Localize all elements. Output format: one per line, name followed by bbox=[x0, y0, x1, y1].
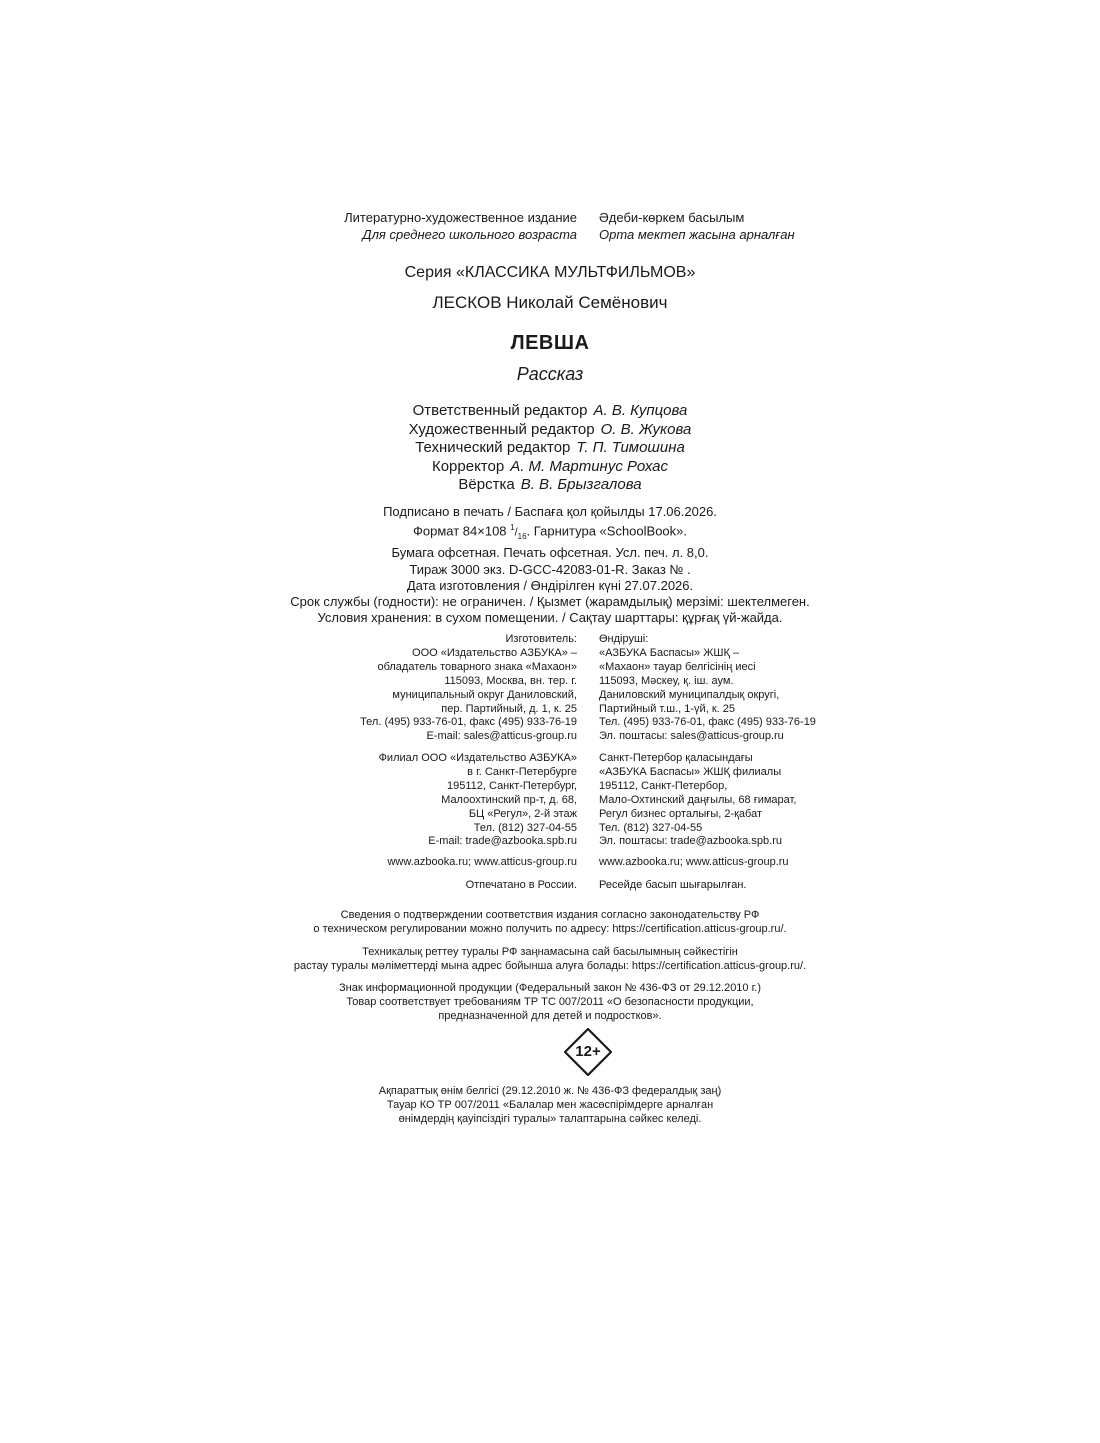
book-title: ЛЕВША bbox=[510, 332, 590, 354]
format-prefix: Формат 84×108 bbox=[413, 523, 511, 539]
credit-line bbox=[0, 476, 1100, 495]
websites-ru: www.azbooka.ru; www.atticus-group.ru bbox=[387, 856, 577, 868]
paper-line: Бумага офсетная. Печать офсетная. Усл. печ. л. 8,0. bbox=[391, 545, 709, 561]
age-rating-badge: 12+ bbox=[575, 1043, 601, 1060]
print-run-line: Тираж 3000 экз. D-GCC-42083-01-R. Заказ № . bbox=[409, 561, 691, 577]
credit-role: Технический редактор bbox=[415, 439, 571, 457]
printed-in-ru: Отпечатано в России. bbox=[465, 879, 577, 891]
credit-role: Корректор bbox=[431, 457, 505, 475]
branch-kz-line: Тел. (812) 327-04-55 bbox=[599, 821, 703, 834]
websites-block bbox=[0, 856, 1100, 870]
age-group-ru: Для среднего школьного возраста bbox=[362, 227, 577, 242]
series-name: Серия «КЛАССИКА МУЛЬТФИЛЬМОВ» bbox=[404, 264, 696, 281]
manufacturer-kz-line: Партийный т.ш., 1-үй, к. 25 bbox=[599, 702, 735, 715]
certification-kz-line: Техникалық реттеу туралы РФ заңнамасына сай басылымның сәйкестігін bbox=[362, 946, 738, 958]
certification-ru-line: Сведения о подтверждении соответствия издания согласно законодательству РФ bbox=[340, 909, 760, 921]
format-denominator: 16 bbox=[517, 532, 527, 542]
age-group-kz: Орта мектеп жасына арналған bbox=[599, 227, 795, 242]
manufacturer-ru-line: Изготовитель: bbox=[505, 633, 577, 645]
branch-kz-line: Эл. поштасы: trade@azbooka.spb.ru bbox=[599, 835, 782, 848]
branch-ru-line: Филиал ООО «Издательство АЗБУКА» bbox=[378, 752, 577, 764]
printed-in-block bbox=[0, 879, 1100, 893]
print-info-block bbox=[0, 504, 1100, 626]
format-slash: / bbox=[514, 526, 518, 539]
law-kz-line: Тауар КО ТР 007/2011 «Балалар мен жасөспірімдерге арналған bbox=[386, 1098, 714, 1111]
manufacturer-kz-line: Эл. поштасы: sales@atticus-group.ru bbox=[599, 730, 784, 743]
branch-ru-line: Тел. (812) 327-04-55 bbox=[473, 821, 577, 834]
manufacturer-ru bbox=[0, 633, 577, 744]
law-ru-line: Товар соответствует требованиям ТР ТС 007/2011 «О безопасности продукции, bbox=[346, 995, 754, 1008]
manufacturer-ru-line: E-mail: sales@atticus-group.ru bbox=[426, 730, 577, 743]
format-line bbox=[0, 520, 1100, 545]
certification-ru bbox=[0, 909, 1100, 937]
manufacturer-ru-line: муниципальный округ Даниловский, bbox=[392, 688, 577, 701]
manufacturer-block bbox=[0, 633, 1100, 744]
law-ru-line: предназначенной для детей и подростков». bbox=[438, 1009, 662, 1022]
branch-ru-line: БЦ «Регул», 2-й этаж bbox=[468, 807, 577, 820]
credits-block bbox=[0, 402, 1100, 495]
edition-type-block bbox=[0, 209, 1100, 243]
credit-role: Художественный редактор bbox=[408, 420, 595, 438]
shelf-life-line: Срок службы (годности): не ограничен. / Қызмет (жарамдылық) мерзімі: шектелмеген. bbox=[290, 593, 810, 609]
manufacturer-ru-line: ООО «Издательство АЗБУКА» – bbox=[412, 646, 577, 659]
branch-ru bbox=[0, 752, 577, 849]
credit-role: Вёрстка bbox=[458, 476, 515, 494]
branch-ru-line: Малоохтинский пр-т, д. 68, bbox=[441, 793, 577, 806]
manufacturer-ru-line: 115093, Москва, вн. тер. г. bbox=[444, 674, 577, 687]
manufacturer-kz-line: Даниловский муниципалдық округі, bbox=[599, 688, 780, 701]
format-numerator: 1 bbox=[510, 523, 515, 533]
law-ru-line: Знак информационной продукции (Федеральный закон № 436-ФЗ от 29.12.2010 г.) bbox=[338, 982, 761, 994]
branch-kz bbox=[599, 752, 796, 849]
manufacturer-ru-line: обладатель товарного знака «Махаон» bbox=[377, 660, 577, 673]
branch-block bbox=[0, 752, 1100, 849]
storage-line: Условия хранения: в сухом помещении. / Сақтау шарттары: құрғақ үй-жайда. bbox=[317, 610, 783, 626]
websites-kz: www.azbooka.ru; www.atticus-group.ru bbox=[599, 856, 789, 868]
signed-line: Подписано в печать / Баспаға қол қойылды 17.06.2026. bbox=[383, 504, 717, 519]
manufacturer-kz-line: Өндіруші: bbox=[599, 633, 649, 645]
branch-ru-line: 195112, Санкт-Петербург, bbox=[447, 779, 577, 792]
manufacturer-kz bbox=[599, 633, 816, 744]
law-kz-line: Ақпараттық өнім белгісі (29.12.2010 ж. № 436-ФЗ федералдық заң) bbox=[378, 1085, 722, 1097]
credit-line bbox=[0, 421, 1100, 440]
manufacturer-ru-line: Тел. (495) 933-76-01, факс (495) 933-76-19 bbox=[360, 716, 577, 729]
certification-kz bbox=[0, 946, 1100, 974]
credit-line bbox=[0, 402, 1100, 421]
manufacturer-kz-line: 115093, Мәскеу, қ. іш. аум. bbox=[599, 674, 734, 687]
format-suffix: . Гарнитура «SchoolBook». bbox=[526, 523, 687, 539]
credit-person: А. М. Мартинус Рохас bbox=[510, 457, 669, 475]
edition-type-kz: Әдеби-көркем басылым bbox=[599, 210, 745, 225]
credit-role: Ответственный редактор bbox=[412, 402, 588, 419]
branch-ru-line: в г. Санкт-Петербурге bbox=[467, 765, 577, 778]
manufacturer-kz-line: «Махаон» тауар белгісінің иесі bbox=[599, 660, 756, 673]
branch-kz-line: 195112, Санкт-Петербор, bbox=[599, 779, 728, 792]
info-product-law-ru bbox=[0, 982, 1100, 1024]
book-subtitle: Рассказ bbox=[516, 364, 584, 384]
info-product-law-kz bbox=[0, 1085, 1100, 1127]
printed-in-kz: Ресейде басып шығарылған. bbox=[599, 879, 747, 891]
credit-person: Т. П. Тимошина bbox=[576, 439, 685, 457]
manufacturer-kz-line: Тел. (495) 933-76-01, факс (495) 933-76-19 bbox=[599, 716, 816, 729]
edition-type-ru: Литературно-художественное издание bbox=[344, 210, 577, 225]
credit-line bbox=[0, 458, 1100, 477]
branch-ru-line: E-mail: trade@azbooka.spb.ru bbox=[428, 835, 577, 848]
branch-kz-line: Мало-Охтинский даңғылы, 68 ғимарат, bbox=[599, 793, 797, 806]
branch-kz-line: Санкт-Петербор қаласындағы bbox=[599, 752, 753, 764]
branch-kz-line: Регул бизнес орталығы, 2-қабат bbox=[599, 807, 763, 820]
credit-person: В. В. Брызгалова bbox=[520, 476, 642, 494]
credit-person: А. В. Купцова bbox=[593, 402, 688, 419]
manufacturer-ru-line: пер. Партийный, д. 1, к. 25 bbox=[441, 702, 577, 715]
manufacture-date-line: Дата изготовления / Өндірілген күні 27.07.2026. bbox=[406, 577, 694, 593]
credit-person: О. В. Жукова bbox=[600, 420, 692, 438]
author-name: ЛЕСКОВ Николай Семёнович bbox=[432, 293, 668, 312]
credit-line bbox=[0, 439, 1100, 458]
manufacturer-kz-line: «АЗБУКА Баспасы» ЖШҚ – bbox=[599, 646, 740, 659]
branch-kz-line: «АЗБУКА Баспасы» ЖШҚ филиалы bbox=[599, 765, 782, 778]
certification-ru-line: о техническом регулировании можно получить по адресу: https://certification.atticus-group.ru/. bbox=[313, 922, 787, 935]
law-kz-line: өнімдердің қауіпсіздігі туралы» талаптарына сәйкес келеді. bbox=[398, 1112, 702, 1125]
certification-kz-line: растау туралы мәліметтерді мына адрес бойынша алуға болады: https://certification.atticus-group.ru/. bbox=[293, 959, 807, 972]
